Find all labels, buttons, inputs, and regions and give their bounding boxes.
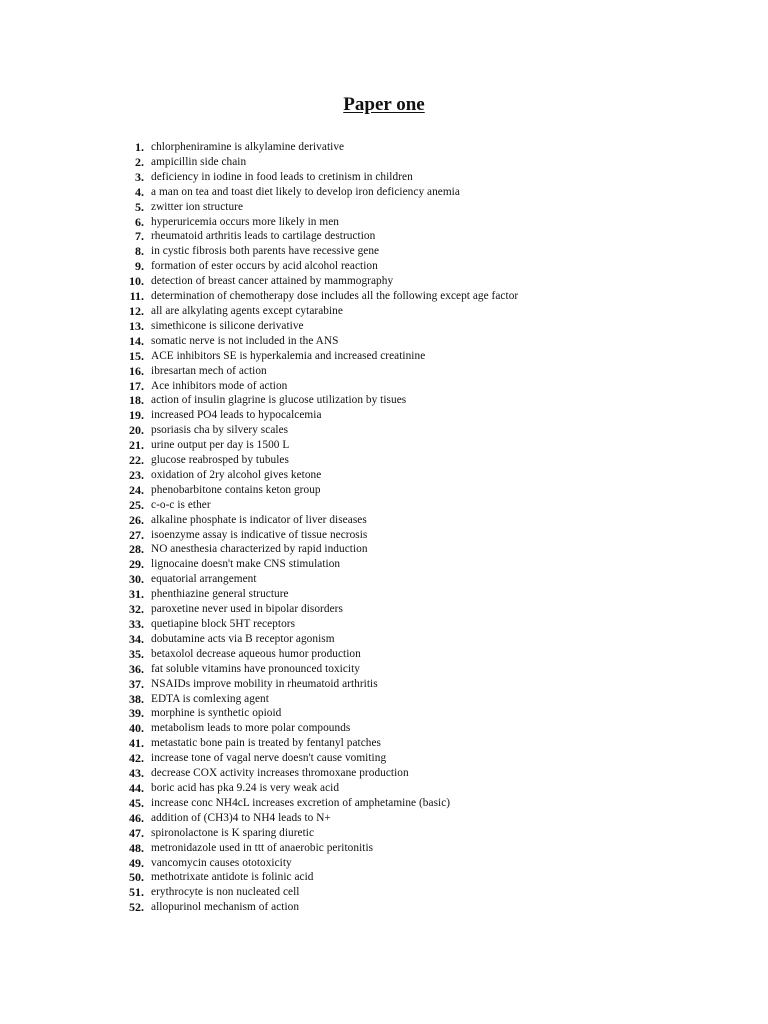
item-number: 37. xyxy=(129,676,144,691)
item-text: addition of (CH3)4 to NH4 leads to N+ xyxy=(151,811,331,824)
list-item xyxy=(120,408,518,423)
item-number: 14. xyxy=(129,333,144,348)
item-number: 7. xyxy=(135,229,144,244)
item-text: psoriasis cha by silvery scales xyxy=(151,424,289,437)
item-number: 35. xyxy=(129,646,144,661)
list-item xyxy=(120,289,518,304)
item-number: 10. xyxy=(129,274,144,289)
item-text: c-o-c is ether xyxy=(151,498,211,511)
item-text: oxidation of 2ry alcohol gives ketone xyxy=(151,468,322,481)
list-item xyxy=(120,528,518,543)
item-text: ibresartan mech of action xyxy=(151,364,267,377)
item-text: increase tone of vagal nerve doesn't cause vomiting xyxy=(151,752,387,765)
list-item xyxy=(120,632,518,647)
item-number: 36. xyxy=(129,661,144,676)
item-number: 33. xyxy=(129,617,144,631)
item-number: 28. xyxy=(129,542,144,557)
list-item xyxy=(120,423,518,438)
item-number: 3. xyxy=(135,169,144,184)
list-item xyxy=(120,364,518,379)
list-item xyxy=(120,900,518,915)
list-item xyxy=(120,244,518,259)
item-number: 11. xyxy=(129,289,144,304)
item-text: lignocaine doesn't make CNS stimulation xyxy=(151,558,341,571)
item-text: equatorial arrangement xyxy=(151,573,257,586)
list-item xyxy=(120,468,518,483)
item-number: 24. xyxy=(129,482,144,497)
item-number: 45. xyxy=(129,795,144,810)
list-item xyxy=(120,856,518,871)
item-text: hyperuricemia occurs more likely in men xyxy=(151,215,339,228)
item-number: 40. xyxy=(129,721,144,736)
item-text: increase conc NH4cL increases excretion of amphetamine (basic) xyxy=(151,796,451,809)
list-item xyxy=(120,811,518,826)
list-item xyxy=(120,542,518,557)
item-number: 4. xyxy=(135,184,144,199)
item-number: 52. xyxy=(129,900,144,915)
list-item xyxy=(120,200,518,215)
list-item xyxy=(120,706,518,721)
item-text: metabolism leads to more polar compounds xyxy=(151,722,351,735)
list-item xyxy=(120,602,518,617)
item-number: 50. xyxy=(129,870,144,885)
list-item xyxy=(120,736,518,751)
list-item xyxy=(120,259,518,274)
list-item xyxy=(120,826,518,841)
item-number: 13. xyxy=(129,318,144,333)
list-item xyxy=(120,721,518,736)
item-text: NO anesthesia characterized by rapid induction xyxy=(151,543,368,556)
list-item xyxy=(120,870,518,885)
list-item xyxy=(120,185,518,200)
item-number: 44. xyxy=(129,780,144,795)
item-text: alkaline phosphate is indicator of liver diseases xyxy=(151,513,367,526)
list-item xyxy=(120,304,518,319)
item-text: paroxetine never used in bipolar disorders xyxy=(151,603,343,616)
list-item xyxy=(120,781,518,796)
item-number: 43. xyxy=(129,766,144,781)
item-text: phenobarbitone contains keton group xyxy=(151,483,321,496)
item-text: metastatic bone pain is treated by fentanyl patches xyxy=(151,737,381,750)
item-text: NSAIDs improve mobility in rheumatoid arthritis xyxy=(151,677,378,690)
list-item xyxy=(120,572,518,587)
item-number: 47. xyxy=(129,825,144,840)
item-text: spironolactone is K sparing diuretic xyxy=(151,826,315,839)
list-item xyxy=(120,617,518,632)
item-text: erythrocyte is non nucleated cell xyxy=(151,886,300,899)
list-item xyxy=(120,170,518,185)
item-number: 38. xyxy=(129,691,144,706)
item-number: 1. xyxy=(135,140,144,154)
item-text: a man on tea and toast diet likely to develop iron deficiency anemia xyxy=(151,185,460,198)
list-item xyxy=(120,751,518,766)
list-item xyxy=(120,677,518,692)
item-number: 20. xyxy=(129,423,144,438)
item-text: phenthiazine general structure xyxy=(151,588,289,601)
list-item xyxy=(120,513,518,528)
list-item xyxy=(120,155,518,170)
list-item xyxy=(120,841,518,856)
item-number: 51. xyxy=(129,885,144,900)
item-number: 9. xyxy=(135,259,144,274)
item-number: 32. xyxy=(129,602,144,617)
item-number: 41. xyxy=(129,736,144,751)
list-item xyxy=(120,647,518,662)
item-text: morphine is synthetic opioid xyxy=(151,707,282,720)
list-item xyxy=(120,766,518,781)
item-number: 39. xyxy=(129,706,144,721)
item-text: action of insulin glagrine is glucose utilization by tisues xyxy=(151,394,407,407)
list-item xyxy=(120,557,518,572)
item-text: detection of breast cancer attained by mammography xyxy=(151,275,394,288)
list-item xyxy=(120,379,518,394)
item-number: 12. xyxy=(129,303,144,318)
item-number: 19. xyxy=(129,408,144,423)
item-text: ampicillin side chain xyxy=(151,155,247,168)
item-text: Ace inhibitors mode of action xyxy=(151,379,288,392)
list-item xyxy=(120,692,518,707)
list-item xyxy=(120,438,518,453)
list-item xyxy=(120,140,518,155)
list-item xyxy=(120,349,518,364)
item-text: fat soluble vitamins have pronounced toxicity xyxy=(151,662,360,675)
item-number: 8. xyxy=(135,244,144,259)
item-text: boric acid has pka 9.24 is very weak acid xyxy=(151,781,340,794)
item-number: 29. xyxy=(129,557,144,572)
item-text: simethicone is silicone derivative xyxy=(151,319,304,332)
item-text: isoenzyme assay is indicative of tissue necrosis xyxy=(151,528,368,541)
item-number: 15. xyxy=(129,348,144,363)
item-text: zwitter ion structure xyxy=(151,200,244,213)
item-text: quetiapine block 5HT receptors xyxy=(151,618,296,630)
item-text: dobutamine acts via B receptor agonism xyxy=(151,632,335,645)
item-text: in cystic fibrosis both parents have recessive gene xyxy=(151,245,380,258)
item-text: methotrixate antidote is folinic acid xyxy=(151,871,314,884)
list-item xyxy=(120,393,518,408)
item-number: 48. xyxy=(129,840,144,855)
item-number: 21. xyxy=(129,438,144,453)
list-item xyxy=(120,274,518,289)
item-number: 22. xyxy=(129,453,144,468)
item-number: 17. xyxy=(129,378,144,393)
item-text: all are alkylating agents except cytarabine xyxy=(151,304,343,317)
item-text: deficiency in iodine in food leads to cretinism in children xyxy=(151,170,413,183)
question-list xyxy=(120,140,518,915)
item-number: 6. xyxy=(135,214,144,229)
item-number: 49. xyxy=(129,855,144,870)
item-text: rheumatoid arthritis leads to cartilage destruction xyxy=(151,230,376,243)
item-number: 34. xyxy=(129,631,144,646)
list-item xyxy=(120,319,518,334)
item-number: 2. xyxy=(135,154,144,169)
list-item xyxy=(120,498,518,513)
item-number: 25. xyxy=(129,497,144,512)
item-number: 23. xyxy=(129,467,144,482)
item-text: determination of chemotherapy dose includes all the following except age factor xyxy=(151,290,519,303)
item-text: metronidazole used in ttt of anaerobic peritonitis xyxy=(151,841,374,854)
list-item xyxy=(120,587,518,602)
item-text: vancomycin causes ototoxicity xyxy=(151,856,292,869)
item-text: urine output per day is 1500 L xyxy=(151,439,290,452)
item-number: 16. xyxy=(129,363,144,378)
list-item xyxy=(120,334,518,349)
item-text: somatic nerve is not included in the ANS xyxy=(151,334,339,347)
list-item xyxy=(120,483,518,498)
item-number: 5. xyxy=(135,199,144,214)
item-text: formation of ester occurs by acid alcohol reaction xyxy=(151,260,378,273)
list-item xyxy=(120,229,518,244)
item-number: 31. xyxy=(129,587,144,602)
item-number: 42. xyxy=(129,751,144,766)
list-item xyxy=(120,453,518,468)
item-number: 30. xyxy=(129,572,144,587)
item-text: betaxolol decrease aqueous humor production xyxy=(151,647,361,660)
item-text: EDTA is comlexing agent xyxy=(151,692,269,705)
item-text: decrease COX activity increases thromoxane production xyxy=(151,767,409,780)
page-title: Paper one xyxy=(343,94,425,115)
item-number: 46. xyxy=(129,810,144,825)
item-number: 27. xyxy=(129,527,144,542)
item-text: allopurinol mechanism of action xyxy=(151,901,300,914)
item-text: glucose reabrosped by tubules xyxy=(151,454,289,467)
list-item xyxy=(120,885,518,900)
list-item xyxy=(120,796,518,811)
item-text: ACE inhibitors SE is hyperkalemia and increased creatinine xyxy=(151,349,426,362)
list-item xyxy=(120,662,518,677)
list-item xyxy=(120,215,518,230)
item-number: 26. xyxy=(129,512,144,527)
item-text: chlorpheniramine is alkylamine derivative xyxy=(151,141,345,153)
item-number: 18. xyxy=(129,393,144,408)
item-text: increased PO4 leads to hypocalcemia xyxy=(151,409,322,422)
